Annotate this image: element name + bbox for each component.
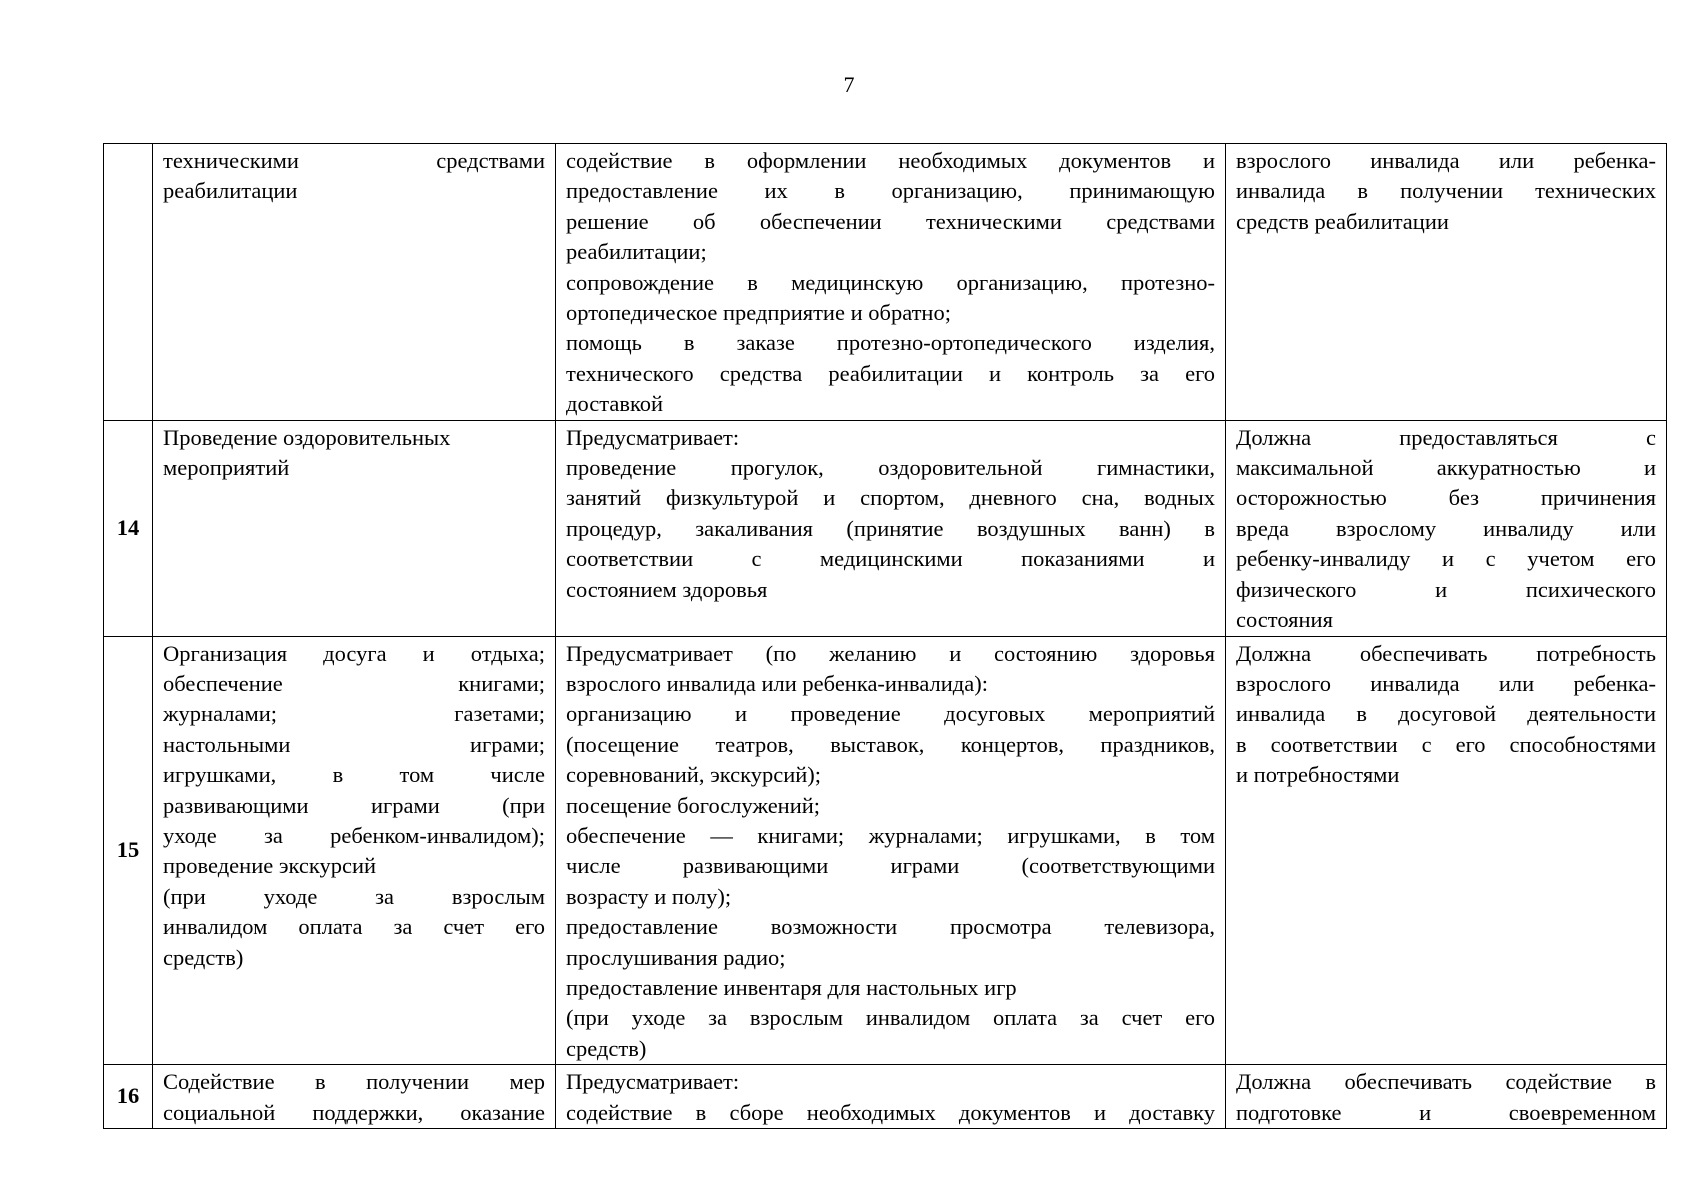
conditions-line: инвалида в получении технических (1236, 178, 1656, 204)
cell-name (153, 144, 556, 421)
description-line: занятий физкультурой и спортом, дневного сна, водных (566, 485, 1215, 511)
conditions-line: Должна обеспечивать потребность (1236, 640, 1656, 666)
conditions-line: подготовке и своевременном (1236, 1099, 1656, 1125)
conditions-line: в соответствии с его способностями (1236, 731, 1656, 757)
name-line: мероприятий (163, 455, 290, 481)
conditions-line: осторожностью без причинения (1236, 485, 1656, 511)
name-line: средств) (163, 944, 244, 970)
conditions-line: Должна предоставляться с (1236, 424, 1656, 450)
cell-conditions (1226, 144, 1667, 421)
name-line: уходе за ребенком-инвалидом); (163, 822, 545, 848)
table-row (104, 420, 1667, 636)
description-line: числе развивающими играми (соответствующими (566, 853, 1215, 879)
name-line: журналами; газетами; (163, 701, 545, 727)
description-line: процедур, закаливания (принятие воздушных ванн) в (566, 515, 1215, 541)
description-line: проведение прогулок, оздоровительной гимнастики, (566, 455, 1215, 481)
conditions-line: вреда взрослому инвалиду или (1236, 515, 1656, 541)
conditions-line: физического и психического (1236, 576, 1656, 602)
description-line: ортопедическое предприятие и обратно; (566, 300, 951, 326)
description-line: состоянием здоровья (566, 576, 768, 602)
row-number (104, 144, 153, 421)
row-number: 15 (104, 636, 153, 1065)
description-line: посещение богослужений; (566, 792, 821, 818)
name-line: реабилитации (163, 178, 298, 204)
cell-conditions (1226, 636, 1667, 1065)
description-line: Предусматривает (по желанию и состоянию здоровья (566, 640, 1215, 666)
description-line: прослушивания радио; (566, 944, 786, 970)
cell-name (153, 636, 556, 1065)
name-line: игрушками, в том числе (163, 762, 545, 788)
conditions-line: ребенку-инвалиду и с учетом его (1236, 546, 1656, 572)
name-line: развивающими играми (при (163, 792, 545, 818)
conditions-line: и потребностями (1236, 762, 1400, 788)
cell-description (556, 636, 1226, 1065)
name-line: Проведение оздоровительных (163, 424, 451, 450)
cell-name (153, 420, 556, 636)
conditions-line: максимальной аккуратностью и (1236, 455, 1656, 481)
conditions-line: средств реабилитации (1236, 208, 1449, 234)
description-line: соревнований, экскурсий); (566, 762, 822, 788)
name-line: Содействие в получении мер (163, 1069, 545, 1095)
cell-conditions (1226, 420, 1667, 636)
conditions-line: взрослого инвалида или ребенка- (1236, 148, 1656, 173)
conditions-line: взрослого инвалида или ребенка- (1236, 670, 1656, 696)
description-line: доставкой (566, 391, 664, 417)
table-row (104, 636, 1667, 1065)
row-number: 16 (104, 1065, 153, 1129)
conditions-line: инвалида в досуговой деятельности (1236, 701, 1656, 727)
description-line: обеспечение — книгами; журналами; игрушками, в том (566, 822, 1215, 848)
name-line: обеспечение книгами; (163, 670, 545, 696)
description-line: помощь в заказе протезно-ортопедического изделия, (566, 330, 1215, 356)
name-line: социальной поддержки, оказание (163, 1099, 545, 1125)
cell-conditions (1226, 1065, 1667, 1129)
description-line: содействие в сборе необходимых документов и доставку (566, 1099, 1215, 1125)
name-line: Организация досуга и отдыха; (163, 640, 545, 666)
conditions-line: состояния (1236, 607, 1333, 633)
description-line: предоставление инвентаря для настольных игр (566, 974, 1017, 1000)
description-line: соответствии с медицинскими показаниями и (566, 546, 1215, 572)
description-line: Предусматривает: (566, 424, 740, 450)
cell-description (556, 420, 1226, 636)
name-line: проведение экскурсий (163, 853, 377, 879)
description-line: (при уходе за взрослым инвалидом оплата за счет его (566, 1005, 1215, 1031)
name-line: (при уходе за взрослым (163, 883, 545, 909)
name-line: техническими средствами (163, 148, 545, 173)
table-row (104, 1065, 1667, 1129)
row-number: 14 (104, 420, 153, 636)
page-number: 7 (843, 72, 855, 97)
services-table (103, 143, 1667, 1129)
table-row (104, 144, 1667, 421)
description-line: средств) (566, 1035, 647, 1061)
description-line: технического средства реабилитации и контроль за его (566, 360, 1215, 386)
cell-description (556, 144, 1226, 421)
description-line: реабилитации; (566, 239, 707, 265)
description-line: решение об обеспечении техническими средствами (566, 208, 1215, 234)
description-line: (посещение театров, выставок, концертов, праздников, (566, 731, 1215, 757)
conditions-line: Должна обеспечивать содействие в (1236, 1069, 1656, 1095)
cell-description (556, 1065, 1226, 1129)
name-line: инвалидом оплата за счет его (163, 914, 545, 940)
description-line: содействие в оформлении необходимых документов и (566, 148, 1215, 173)
description-line: предоставление их в организацию, принимающую (566, 178, 1215, 204)
name-line: настольными играми; (163, 731, 545, 757)
cell-name (153, 1065, 556, 1129)
services-table-body (104, 144, 1667, 1129)
description-line: Предусматривает: (566, 1069, 740, 1095)
description-line: предоставление возможности просмотра телевизора, (566, 914, 1215, 940)
description-line: организацию и проведение досуговых мероприятий (566, 701, 1215, 727)
description-line: взрослого инвалида или ребенка-инвалида): (566, 670, 988, 696)
description-line: сопровождение в медицинскую организацию, протезно- (566, 269, 1215, 295)
description-line: возрасту и полу); (566, 883, 732, 909)
